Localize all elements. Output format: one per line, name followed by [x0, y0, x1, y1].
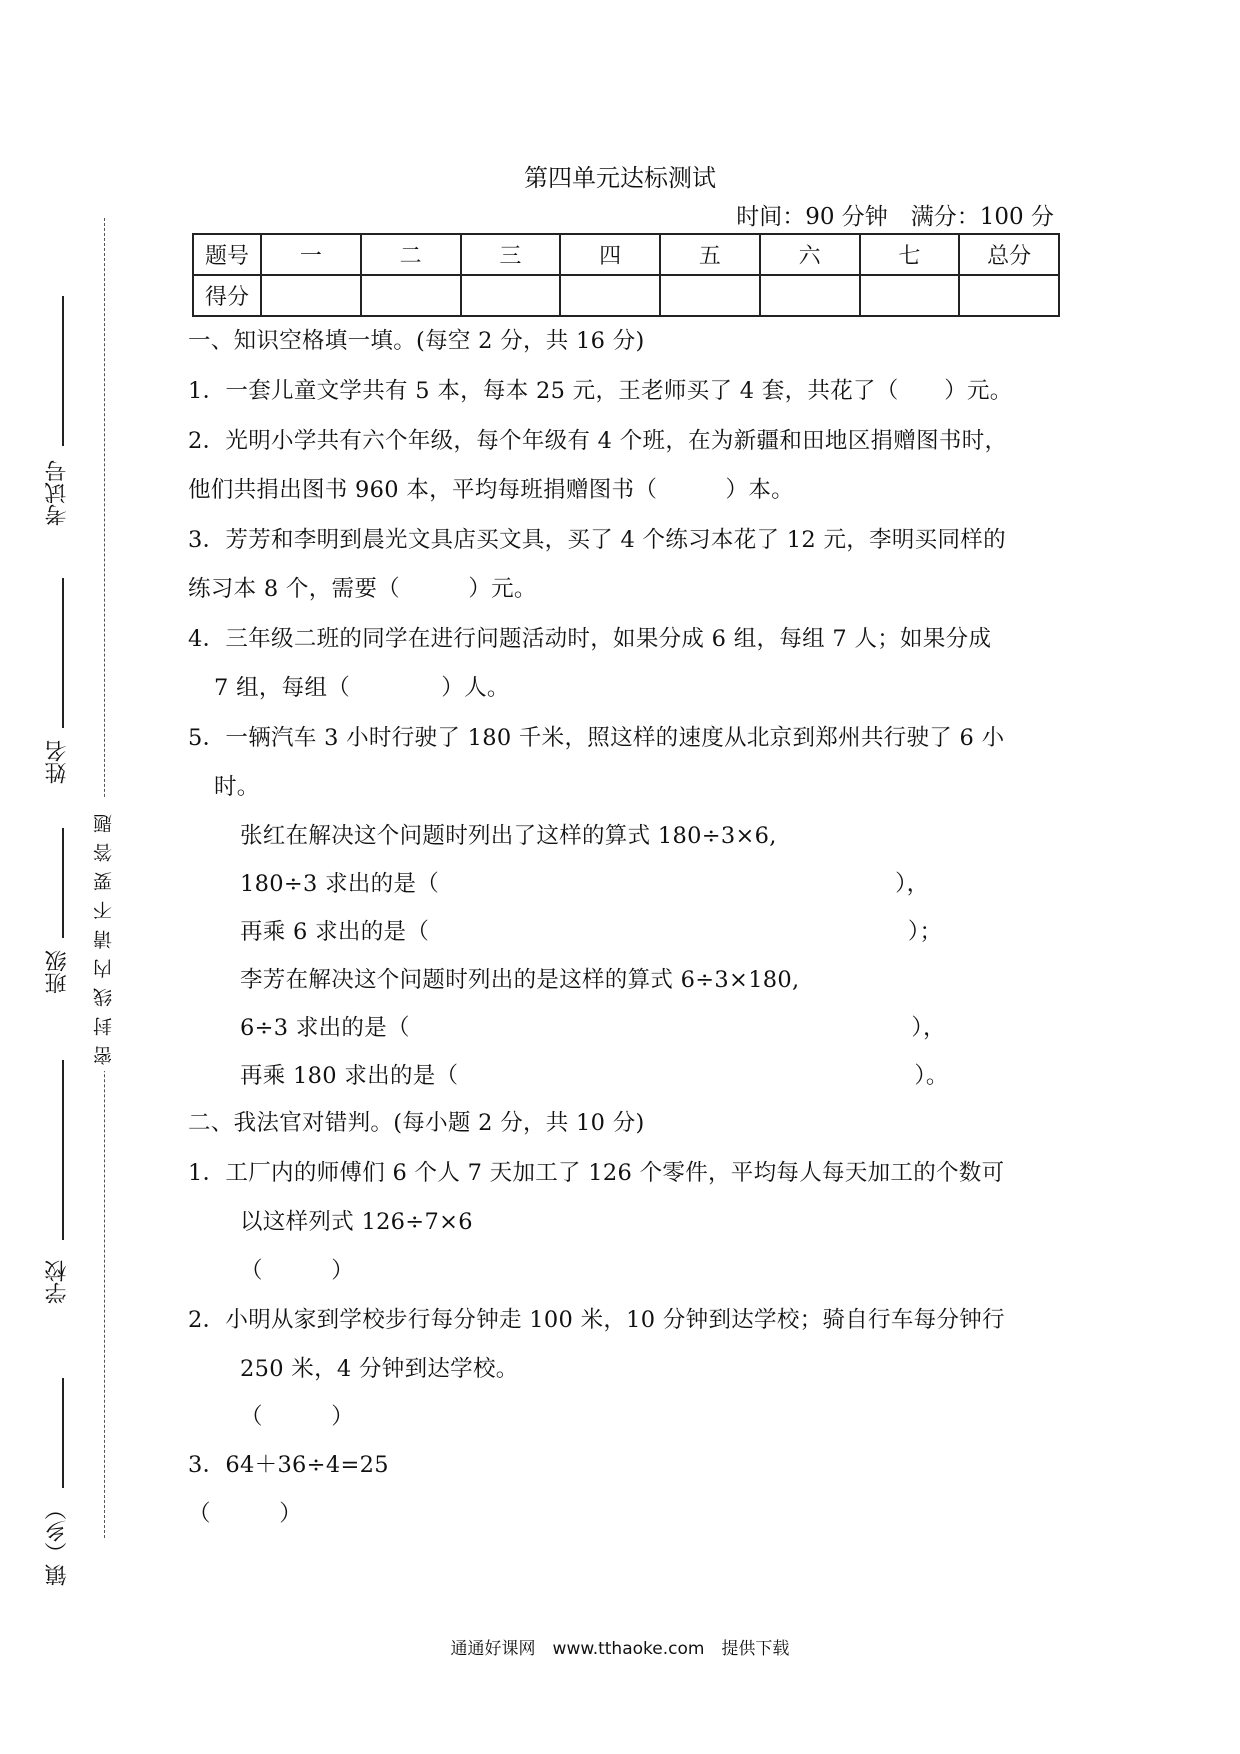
answer-paren[interactable]: （ ） — [188, 1501, 303, 1527]
score-header-cell: 四 — [560, 234, 660, 275]
score-header-cell: 题号 — [193, 234, 261, 275]
score-cell[interactable] — [860, 275, 960, 316]
score-header-cell: 二 — [361, 234, 461, 275]
time-info: 时间：90 分钟 满分：100 分 — [736, 204, 1054, 230]
score-table-header-row — [193, 234, 1059, 275]
question-line: 1．一套儿童文学共有 5 本，每本 25 元，王老师买了 4 套，共花了（ ）元。 — [188, 378, 1013, 404]
question-line: 2．小明从家到学校步行每分钟走 100 米，10 分钟到达学校；骑自行车每分钟行 — [188, 1307, 1005, 1333]
question-line: 1．工厂内的师傅们 6 个人 7 天加工了 126 个零件，平均每人每天加工的个数可 — [188, 1160, 1005, 1186]
school-label: 学校 — [45, 1260, 70, 1304]
score-cell[interactable] — [760, 275, 860, 316]
town-line[interactable] — [62, 1378, 64, 1488]
score-header-cell: 七 — [860, 234, 960, 275]
score-row-label: 得分 — [193, 275, 261, 316]
town-label: 镇（乡） — [45, 1498, 70, 1586]
class-line[interactable] — [62, 828, 64, 938]
score-cell[interactable] — [560, 275, 660, 316]
question-line: 3．64＋36÷4=25 — [188, 1452, 389, 1478]
exam-number-line[interactable] — [62, 296, 64, 446]
score-header-cell: 六 — [760, 234, 860, 275]
section-heading: 一、知识空格填一填。(每空 2 分，共 16 分) — [188, 328, 645, 354]
score-header-cell: 一 — [261, 234, 361, 275]
question-line: 再乘 180 求出的是（ ）。 — [240, 1063, 949, 1089]
score-table-score-row — [193, 275, 1059, 316]
answer-paren[interactable]: （ ） — [240, 1404, 355, 1430]
question-line: 3．芳芳和李明到晨光文具店买文具，买了 4 个练习本花了 12 元，李明买同样的 — [188, 527, 1006, 553]
question-line: 李芳在解决这个问题时列出的是这样的算式 6÷3×180, — [240, 967, 800, 993]
question-line: 张红在解决这个问题时列出了这样的算式 180÷3×6, — [240, 823, 777, 849]
question-line: 6÷3 求出的是（ ）， — [240, 1015, 946, 1041]
question-line: 5．一辆汽车 3 小时行驶了 180 千米，照这样的速度从北京到郑州共行驶了 6 小 — [188, 725, 1005, 751]
question-line: 时。 — [214, 774, 260, 800]
school-line[interactable] — [62, 1060, 64, 1240]
question-line: 2．光明小学共有六个年级，每个年级有 4 个班，在为新疆和田地区捐赠图书时， — [188, 428, 1008, 454]
question-line: 以这样列式 126÷7×6 — [240, 1209, 473, 1235]
question-line: 再乘 6 求出的是（ ）； — [240, 919, 943, 945]
page-title: 第四单元达标测试 — [524, 164, 716, 192]
exam-number-label: 考试号 — [45, 460, 70, 526]
score-header-cell: 总分 — [959, 234, 1059, 275]
score-cell[interactable] — [361, 275, 461, 316]
score-cell[interactable] — [261, 275, 361, 316]
score-cell[interactable] — [959, 275, 1059, 316]
question-line: 250 米，4 分钟到达学校。 — [240, 1356, 519, 1382]
name-line[interactable] — [62, 578, 64, 728]
score-cell[interactable] — [461, 275, 561, 316]
score-header-cell: 五 — [660, 234, 760, 275]
question-line: 练习本 8 个，需要（ ）元。 — [188, 576, 537, 602]
question-line: 7 组，每组（ ）人。 — [214, 675, 510, 701]
seal-notice: 密封线内请不要答题 — [90, 798, 117, 1071]
name-label: 姓名 — [45, 740, 70, 784]
answer-paren[interactable]: （ ） — [240, 1258, 355, 1284]
score-cell[interactable] — [660, 275, 760, 316]
question-line: 他们共捐出图书 960 本，平均每班捐赠图书（ ）本。 — [188, 477, 794, 503]
question-line: 4．三年级二班的同学在进行问题活动时，如果分成 6 组，每组 7 人；如果分成 — [188, 626, 992, 652]
section-heading: 二、我法官对错判。(每小题 2 分，共 10 分) — [188, 1110, 645, 1136]
question-line: 180÷3 求出的是（ ）， — [240, 871, 930, 897]
class-label: 班级 — [45, 950, 70, 994]
score-table — [192, 233, 1060, 317]
score-header-cell: 三 — [461, 234, 561, 275]
footer-credit: 通通好课网 www.tthaoke.com 提供下载 — [450, 1639, 790, 1659]
